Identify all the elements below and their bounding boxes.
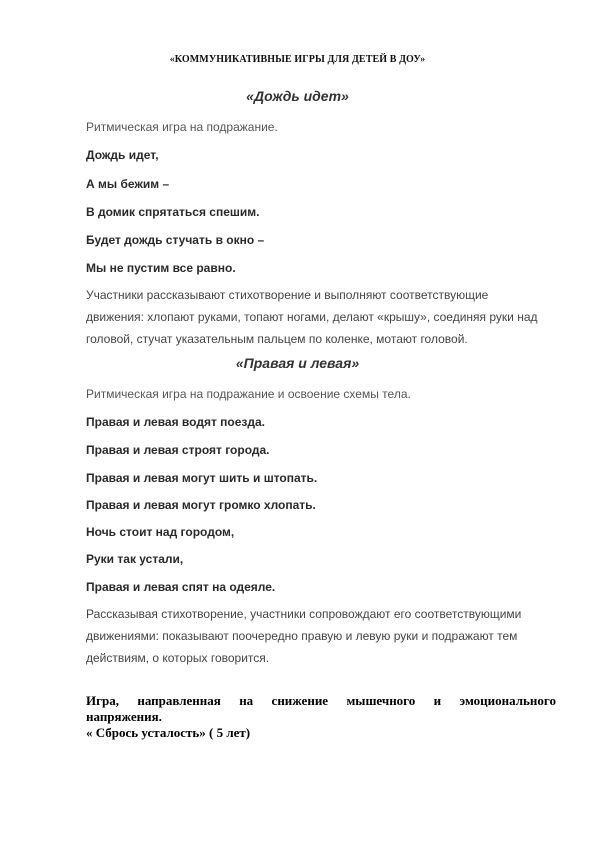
game2-verse-line: Правая и левая спят на одеяле. <box>86 580 276 594</box>
game1-description-line: движения: хлопают руками, топают ногами, делают «крышу», соединяя руки над <box>86 310 538 324</box>
game2-verse-line: Ночь стоит над городом, <box>86 525 235 539</box>
game2-verse-line: Руки так устали, <box>86 552 184 566</box>
game2-verse-line: Правая и левая водят поезда. <box>86 415 265 429</box>
document-title: «КОММУНИКАТИВНЫЕ ИГРЫ ДЛЯ ДЕТЕЙ В ДОУ» <box>169 54 426 65</box>
game2-verse-line: Правая и левая могут шить и штопать. <box>86 471 318 485</box>
game1-heading: «Дождь идет» <box>246 88 349 104</box>
game2-verse-line: Правая и левая строят города. <box>86 443 270 457</box>
game1-verse-line: В домик спрятаться спешим. <box>86 205 260 219</box>
game2-description-line: Рассказывая стихотворение, участники сопровождают его соответствующими <box>86 607 522 621</box>
game2-intro: Ритмическая игра на подражание и освоение схемы тела. <box>86 387 411 401</box>
game1-verse-line: Будет дождь стучать в окно – <box>86 233 265 247</box>
game1-description <box>86 284 556 350</box>
game3-block <box>86 693 556 741</box>
game3-word: Игра, <box>86 693 119 708</box>
game3-word: и <box>433 693 442 708</box>
game1-verse-line: А мы бежим – <box>86 177 170 191</box>
game1-verse-line: Мы не пустим все равно. <box>86 261 236 275</box>
game1-description-line: головой, стучат указательным пальцем по коленке, мотают головой. <box>86 332 468 346</box>
game3-word: направленная <box>137 693 221 708</box>
game3-subtitle: « Сбрось усталость» ( 5 лет) <box>86 725 251 740</box>
game1-description-line: Участники рассказывают стихотворение и выполняют соответствующие <box>86 288 489 302</box>
game2-description-line: движениями: показывают поочередно правую и левую руки и подражают тем <box>86 629 518 643</box>
game3-title-line-2: напряжения. <box>86 709 162 724</box>
game2-description <box>86 603 556 669</box>
game3-title-line <box>86 693 556 709</box>
game2-heading: «Правая и левая» <box>235 355 360 371</box>
game2-description-line: действиям, о которых говорится. <box>86 651 270 665</box>
game1-intro: Ритмическая игра на подражание. <box>86 120 278 134</box>
game3-word: эмоционального <box>459 693 556 708</box>
game3-word: на <box>239 693 254 708</box>
game3-word: снижение <box>271 693 329 708</box>
game2-verse-line: Правая и левая могут громко хлопать. <box>86 498 316 512</box>
game1-verse-line: Дождь идет, <box>86 148 159 162</box>
game3-word: мышечного <box>346 693 416 708</box>
